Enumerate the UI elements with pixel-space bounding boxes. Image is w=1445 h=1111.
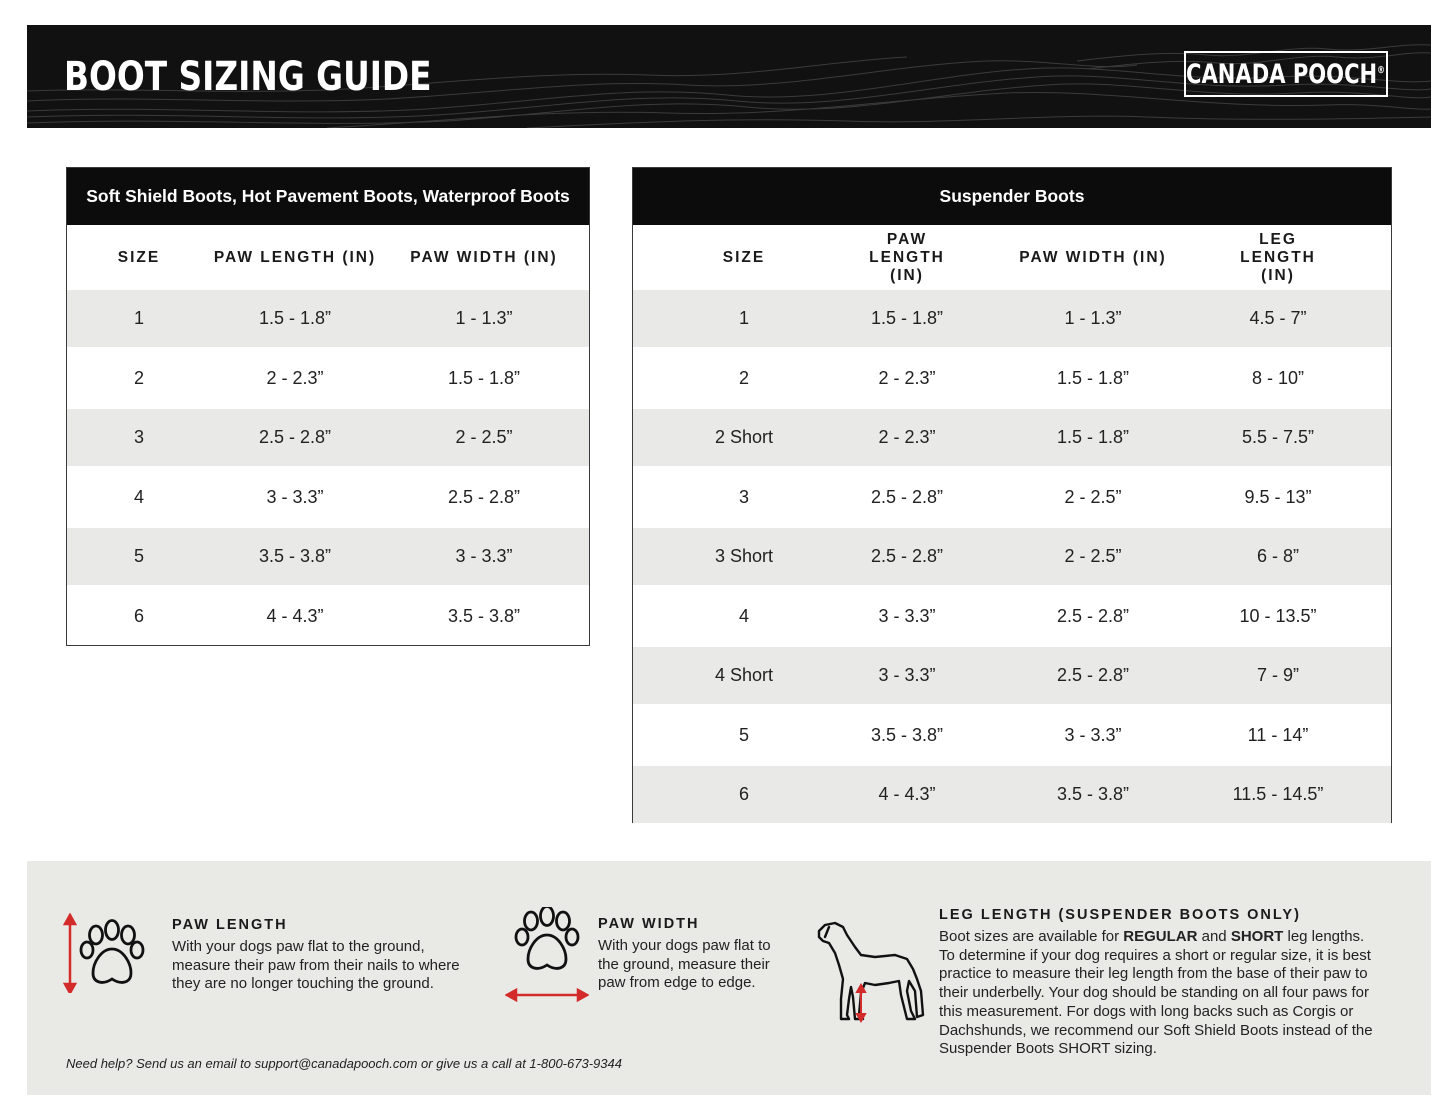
table-cell: 2: [133, 367, 144, 388]
measurement-instructions: [27, 861, 1431, 1095]
page-title: BOOT SIZING GUIDE: [64, 54, 432, 100]
table-cell: 5.5 - 7.5”: [1241, 427, 1315, 447]
table-row: [633, 528, 1391, 585]
table-cell: 3.5 - 3.8”: [870, 724, 944, 745]
table-cell: 3 - 3.3”: [878, 665, 936, 685]
table-title: Soft Shield Boots, Hot Pavement Boots, Waterproof Boots: [67, 168, 589, 225]
table-cell: 2 - 2.3”: [878, 367, 936, 388]
table-cell: 6: [738, 784, 749, 804]
paw-width-heading: PAW WIDTH: [598, 916, 700, 932]
table-cell: 11 - 14”: [1247, 724, 1309, 745]
table-cell: 1.5 - 1.8”: [1056, 427, 1130, 447]
sizing-table-suspender: [632, 167, 1392, 823]
help-contact-text: Need help? Send us an email to support@canadapooch.com or give us a call at 1-800-673-9344: [66, 1056, 622, 1071]
header-banner: [27, 25, 1431, 128]
table-cell: 7 - 9”: [1256, 665, 1299, 685]
paw-width-text: With your dogs paw flat to the ground, measure their paw from edge to edge.: [598, 937, 771, 992]
table-cell: 6: [133, 605, 144, 626]
table-row: [633, 766, 1391, 823]
table-cell: 2 Short: [714, 427, 774, 447]
table-cell: 5: [738, 724, 749, 745]
dog-leg-length-icon: [815, 919, 927, 1025]
brand-logo: CANADA POOCH®: [1184, 51, 1388, 97]
table-cell: 2: [738, 367, 749, 388]
table-cell: 4.5 - 7”: [1249, 308, 1307, 328]
table-cell: 4 - 4.3”: [878, 784, 936, 804]
table-header-row: [67, 225, 589, 290]
table-cell: 3.5 - 3.8”: [258, 546, 332, 566]
table-row: [633, 585, 1391, 647]
table-cell: 4: [133, 486, 144, 507]
table-cell: 3 - 3.3”: [266, 486, 324, 507]
table-header-row: [633, 225, 1391, 290]
table-cell: 4 Short: [714, 665, 774, 685]
table-title: Suspender Boots: [633, 168, 1391, 225]
table-cell: 3 - 3.3”: [1064, 724, 1122, 745]
table-cell: 2.5 - 2.8”: [1056, 605, 1130, 626]
paw-length-heading: PAW LENGTH: [172, 917, 288, 933]
table-row: [633, 409, 1391, 466]
table-row: [633, 347, 1391, 409]
table-row: [67, 290, 589, 347]
table-cell: 3 - 3.3”: [455, 546, 513, 566]
table-cell: 3 - 3.3”: [878, 605, 936, 626]
table-cell: 3.5 - 3.8”: [1056, 784, 1130, 804]
table-cell: 1.5 - 1.8”: [447, 367, 521, 388]
column-header: PAW LENGTH (IN): [213, 248, 377, 266]
table-cell: 9.5 - 13”: [1244, 486, 1312, 507]
table-cell: 2 - 2.3”: [878, 427, 936, 447]
paw-length-text: With your dogs paw flat to the ground, measure their paw from their nails to where they are no longer touching the ground.: [172, 938, 460, 993]
paw-width-icon: [505, 907, 589, 1003]
column-header: LEG LENGTH (IN): [1240, 230, 1316, 284]
paw-length-icon: [61, 913, 157, 993]
table-cell: 1.5 - 1.8”: [258, 308, 332, 328]
table-cell: 1.5 - 1.8”: [870, 308, 944, 328]
table-cell: 4 - 4.3”: [266, 605, 324, 626]
sizing-table-soft-shield: [66, 167, 590, 646]
table-cell: 3: [133, 427, 144, 447]
table-row: [67, 528, 589, 585]
table-cell: 3.5 - 3.8”: [447, 605, 521, 626]
leg-length-heading: LEG LENGTH (SUSPENDER BOOTS ONLY): [939, 907, 1301, 923]
table-cell: 2.5 - 2.8”: [870, 486, 944, 507]
table-row: [67, 466, 589, 528]
table-cell: 2.5 - 2.8”: [870, 546, 944, 566]
table-cell: 2 - 2.5”: [1064, 546, 1122, 566]
column-header: PAW LENGTH (IN): [869, 230, 945, 284]
table-cell: 2.5 - 2.8”: [258, 427, 332, 447]
table-cell: 11.5 - 14.5”: [1232, 784, 1324, 804]
table-cell: 1: [133, 308, 144, 328]
table-cell: 1 - 1.3”: [455, 308, 513, 328]
table-cell: 1.5 - 1.8”: [1056, 367, 1130, 388]
leg-length-text: Boot sizes are available for REGULAR and SHORT leg lengths. To determine if your dog requires a short or regular size, it is best practice to measure their leg length from the base of their paw to their underbelly. Your dog should be standing on all four paws for this measurement. For dogs with long backs such as Corgis or Dachshunds, we recommend our Soft Shield Boots instead of the Suspender Boots SHORT sizing.: [939, 928, 1373, 1058]
table-cell: 6 - 8”: [1256, 546, 1299, 566]
table-cell: 5: [133, 546, 144, 566]
table-cell: 3: [738, 486, 749, 507]
column-header: PAW WIDTH (IN): [1019, 248, 1167, 266]
table-cell: 4: [738, 605, 749, 626]
table-row: [633, 647, 1391, 704]
table-cell: 1 - 1.3”: [1064, 308, 1122, 328]
table-row: [67, 347, 589, 409]
column-header: PAW WIDTH (IN): [410, 248, 558, 266]
table-cell: 2.5 - 2.8”: [447, 486, 521, 507]
table-cell: 2.5 - 2.8”: [1056, 665, 1130, 685]
table-cell: 2 - 2.3”: [266, 367, 324, 388]
table-row: [633, 466, 1391, 528]
table-cell: 2 - 2.5”: [455, 427, 513, 447]
table-cell: 1: [738, 308, 749, 328]
table-row: [67, 409, 589, 466]
table-row: [633, 290, 1391, 347]
table-row: [67, 585, 589, 647]
table-row: [633, 704, 1391, 766]
table-cell: 10 - 13.5”: [1239, 605, 1317, 626]
table-cell: 2 - 2.5”: [1064, 486, 1122, 507]
table-cell: 8 - 10”: [1251, 367, 1305, 388]
column-header: SIZE: [722, 248, 766, 266]
table-cell: 3 Short: [714, 546, 774, 566]
column-header: SIZE: [117, 248, 161, 266]
